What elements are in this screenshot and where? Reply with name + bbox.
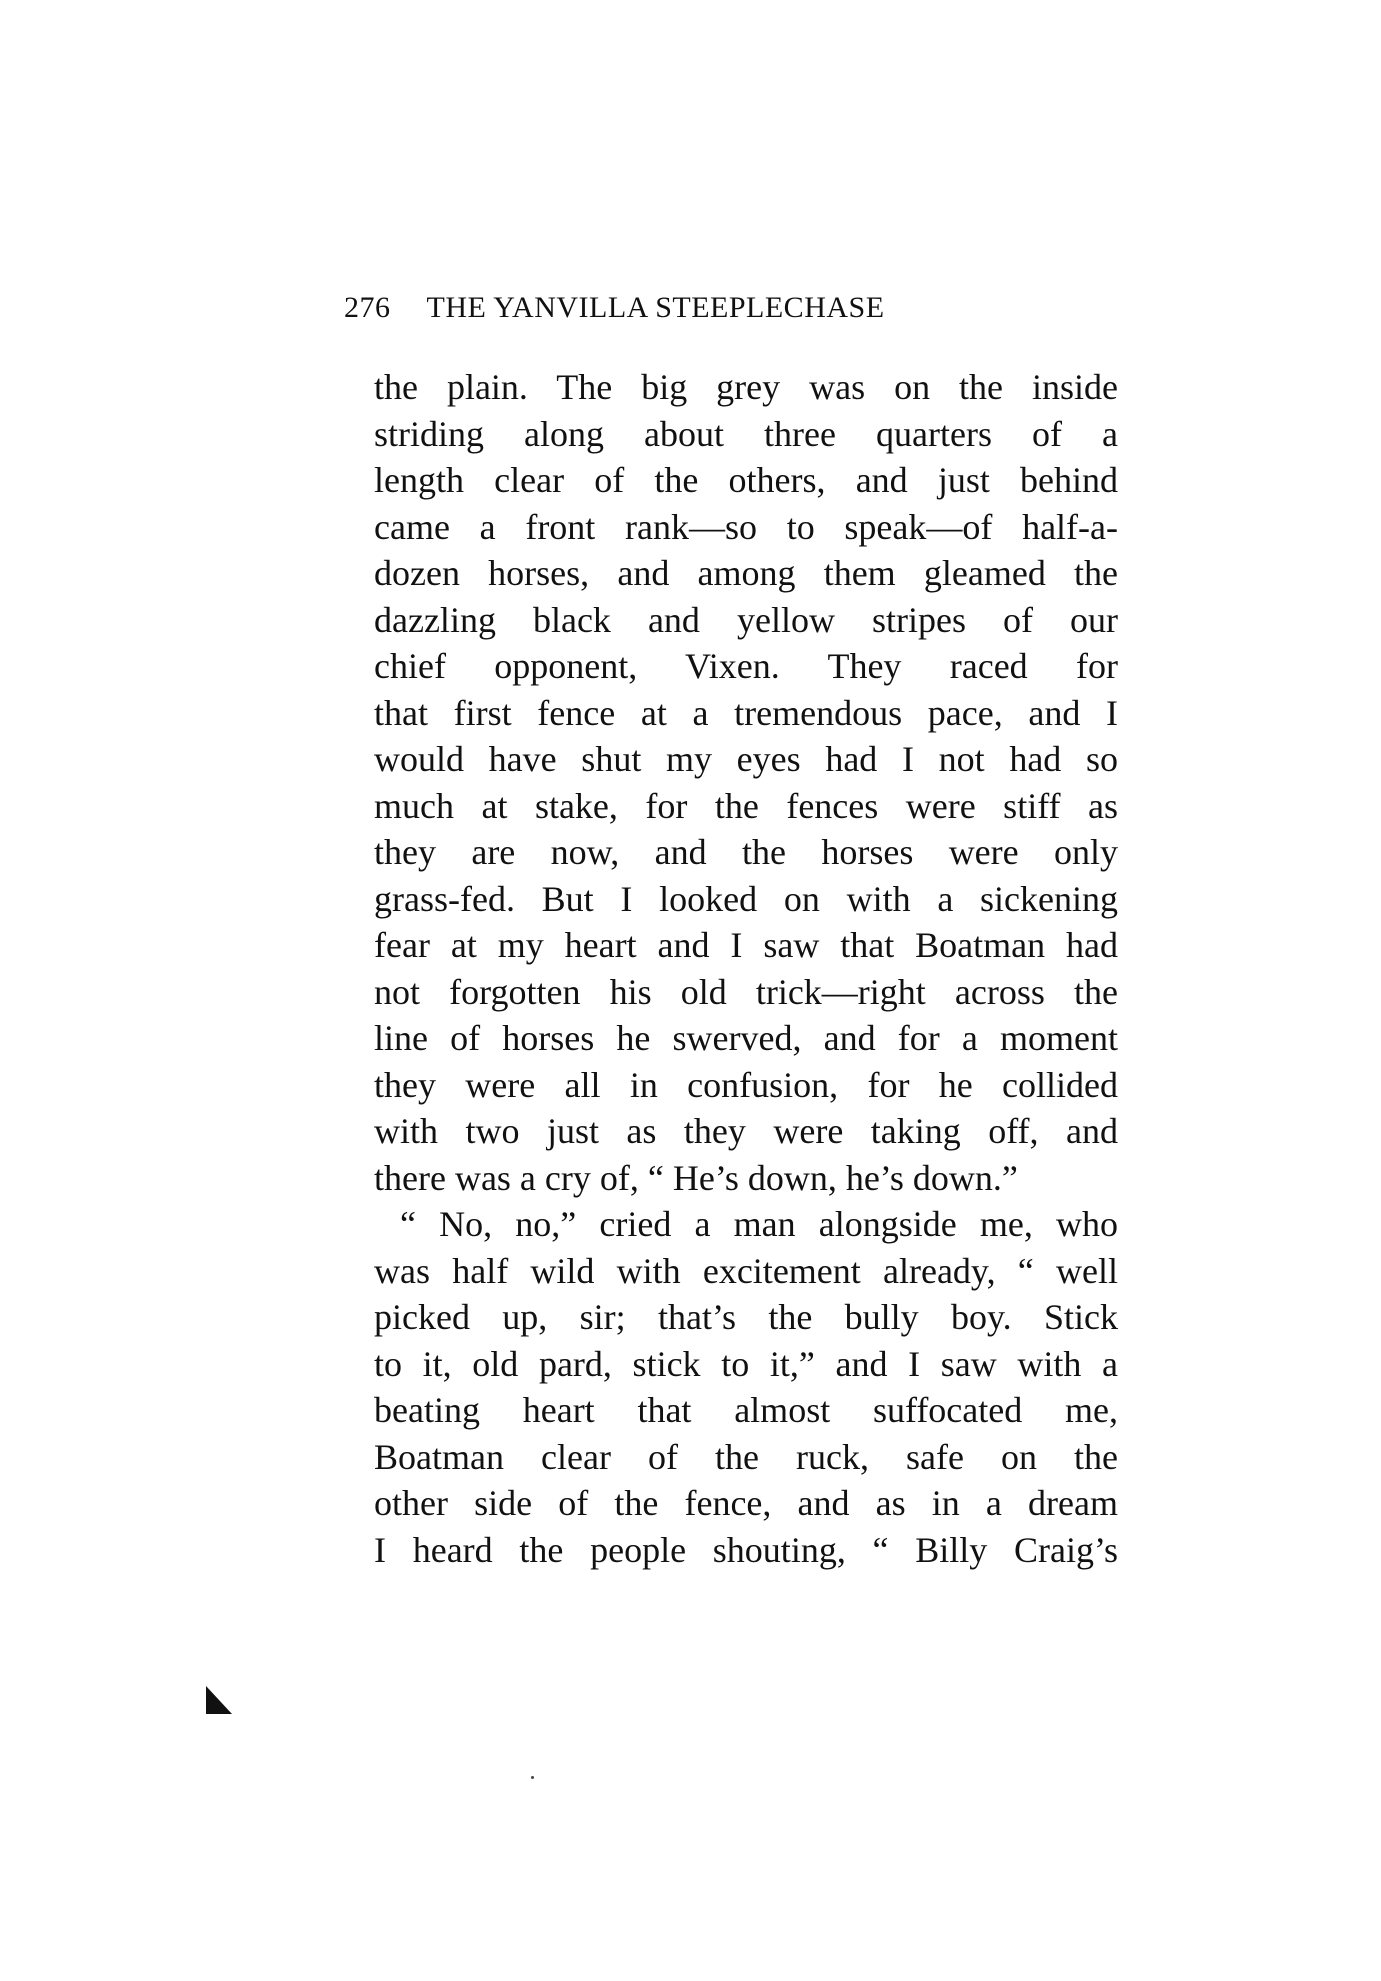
text-line: not forgotten his old trick—right across the [374, 971, 1118, 1012]
text-line: fear at my heart and I saw that Boatman had [374, 925, 1118, 965]
text-line: that first fence at a tremendous pace, and I [374, 692, 1118, 733]
text-line: dozen horses, and among them gleamed the [374, 553, 1118, 593]
corner-mark-icon [206, 1686, 232, 1714]
text-line: other side of the fence, and as in a dream [374, 1483, 1118, 1523]
text-line: beating heart that almost suffocated me, [374, 1390, 1118, 1430]
text-line: Boatman clear of the ruck, safe on the [374, 1436, 1118, 1477]
text-line: to it, old pard, stick to it,” and I saw with a [374, 1343, 1118, 1384]
text-line: dazzling black and yellow stripes of our [374, 599, 1118, 640]
text-line: there was a cry of, “ He’s down, he’s down.” [374, 1157, 1018, 1198]
text-line: line of horses he swerved, and for a moment [374, 1018, 1118, 1058]
text-line: “ No, no,” cried a man alongside me, who [400, 1204, 1118, 1244]
text-line: chief opponent, Vixen. They raced for [374, 646, 1118, 686]
text-line: they were all in confusion, for he collided [374, 1064, 1118, 1105]
text-line: was half wild with excitement already, “ well [374, 1250, 1118, 1291]
ink-speck [531, 1776, 534, 1779]
text-line: picked up, sir; that’s the bully boy. Stick [374, 1297, 1118, 1337]
text-line: came a front rank—so to speak—of half-a- [374, 506, 1118, 547]
running-title: THE YANVILLA STEEPLECHASE [426, 291, 885, 324]
body-text [374, 364, 1118, 1573]
text-line: would have shut my eyes had I not had so [374, 739, 1118, 779]
text-line: they are now, and the horses were only [374, 832, 1118, 872]
text-line: the plain. The big grey was on the inside [374, 367, 1118, 407]
text-line: much at stake, for the fences were stiff as [374, 785, 1118, 826]
text-line: I heard the people shouting, “ Billy Craig’s [374, 1529, 1118, 1570]
text-line: grass-fed. But I looked on with a sickening [374, 878, 1118, 919]
running-head [344, 288, 1024, 328]
text-line: with two just as they were taking off, and [374, 1111, 1118, 1151]
page-number: 276 [344, 291, 391, 324]
text-line: length clear of the others, and just behind [374, 460, 1118, 500]
text-line: striding along about three quarters of a [374, 413, 1118, 454]
